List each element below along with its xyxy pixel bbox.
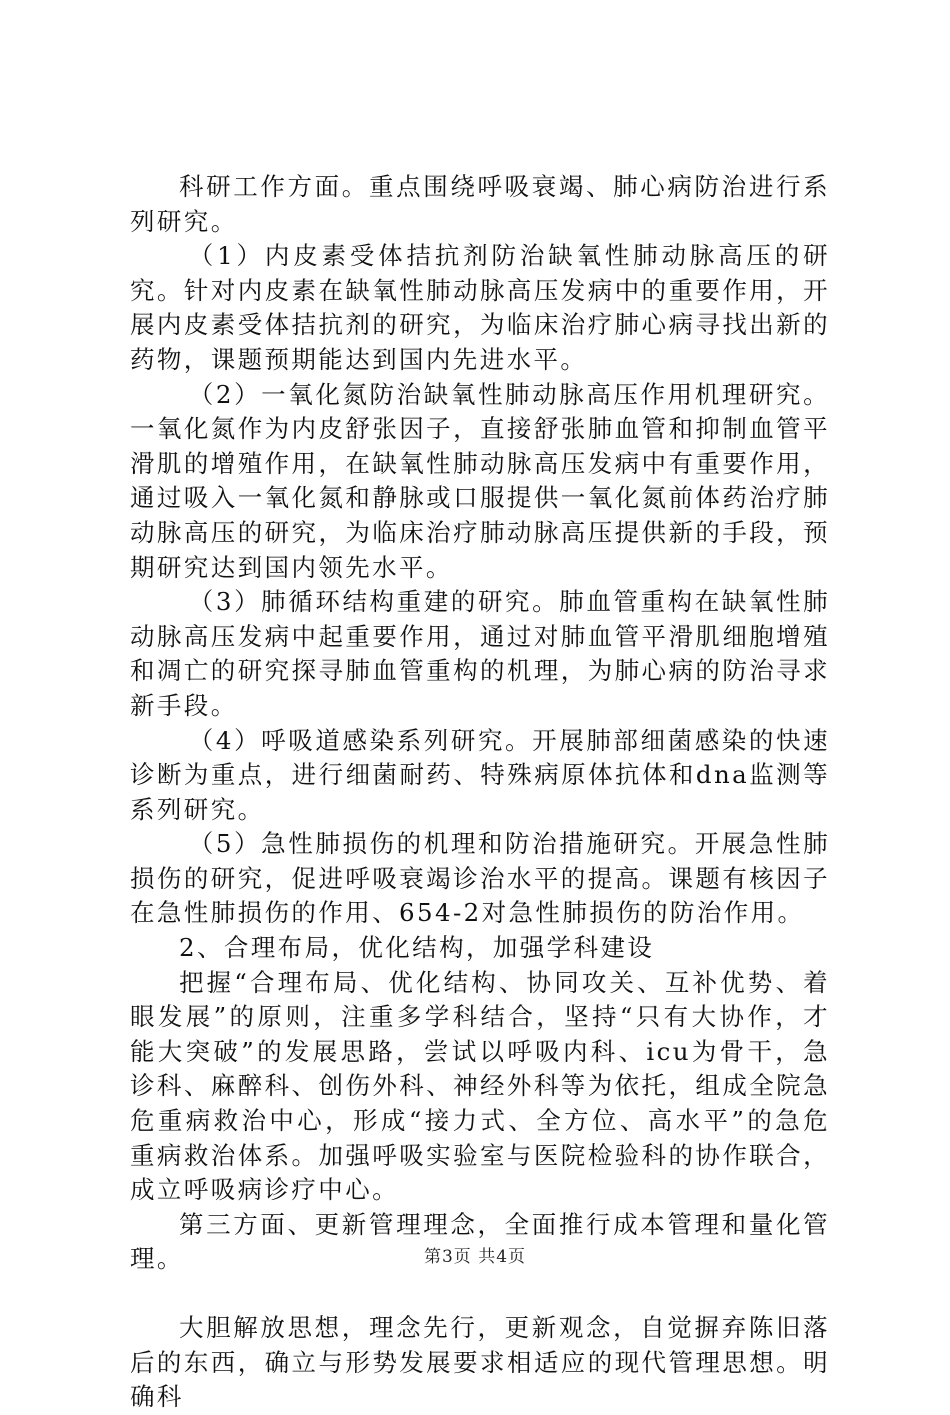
document-body [130,170,830,1415]
paragraph-research-intro: 科研工作方面。重点围绕呼吸衰竭、肺心病防治进行系列研究。 [130,172,830,236]
paragraph-item-2: （2）一氧化氮防治缺氧性肺动脉高压作用机理研究。一氧化氮作为内皮舒张因子，直接舒张肺血管和抑制血管平滑肌的增殖作用，在缺氧性肺动脉高压发病中有重要作用，通过吸入一氧化氮和静脉或口服提供一氧化氮前体药治疗肺动脉高压的研究，为临床治疗肺动脉高压提供新的手段，预期研究达到国内领先水平。 [130,379,830,582]
paragraph-item-1: （1）内皮素受体拮抗剂防治缺氧性肺动脉高压的研究。针对内皮素在缺氧性肺动脉高压发病中的重要作用，开展内皮素受体拮抗剂的研究，为临床治疗肺心病寻找出新的药物，课题预期能达到国内先进水平。 [130,241,830,374]
paragraph-item-5: （5）急性肺损伤的机理和防治措施研究。开展急性肺损伤的研究，促进呼吸衰竭诊治水平的提高。课题有核因子在急性肺损伤的作用、654-2对急性肺损伤的防治作用。 [130,829,830,928]
page-number-label: 第3页 共4页 [423,1247,527,1267]
paragraph-item-3: （3）肺循环结构重建的研究。肺血管重构在缺氧性肺动脉高压发病中起重要作用，通过对肺血管平滑肌细胞增殖和凋亡的研究探寻肺血管重构的机理，为肺心病的防治寻求新手段。 [130,587,830,720]
section-heading-third: 第三方面、更新管理理念，全面推行成本管理和量化管理。 [130,1209,830,1274]
section-heading-2: 2、合理布局，优化结构，加强学科建设 [179,933,655,963]
paragraph-layout-structure: 把握“合理布局、优化结构、协同攻关、互补优势、着眼发展”的原则，注重多学科结合，坚持“只有大协作，才能大突破”的发展思路，尝试以呼吸内科、icu为骨干，急诊科、麻醉科、创伤外科、神经外科等为依托，组成全院急危重病救治中心，形成“接力式、全方位、高水平”的急危重病救治体系。加强呼吸实验室与医院检验科的协作联合，成立呼吸病诊疗中心。 [130,967,830,1205]
page-footer [0,1242,950,1267]
paragraph-management-concept: 大胆解放思想，理念先行，更新观念，自觉摒弃陈旧落后的东西，确立与形势发展要求相适应的现代管理思想。明确科 [130,1313,830,1412]
paragraph-item-4: （4）呼吸道感染系列研究。开展肺部细菌感染的快速诊断为重点，进行细菌耐药、特殊病原体抗体和dna监测等系列研究。 [130,725,830,824]
